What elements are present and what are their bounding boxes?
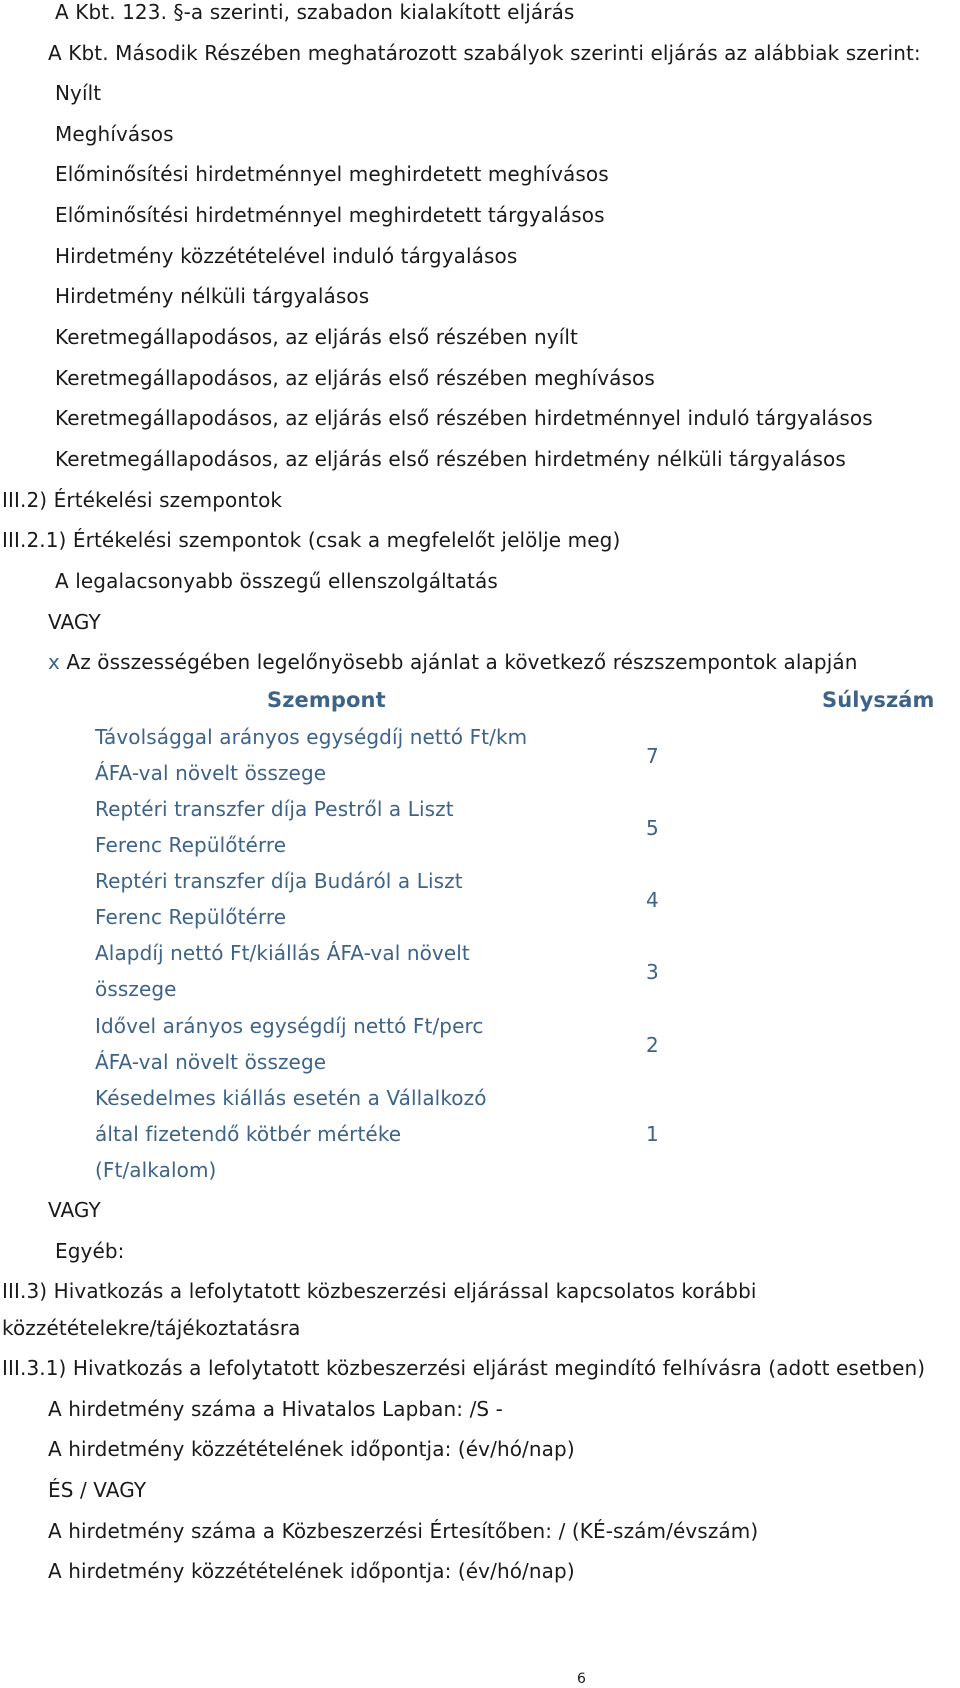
- section-iii31-subtitle: III.3.1) Hivatkozás a lefolytatott közbeszerzési eljárást megindító felhívásra (adott esetben): [2, 1356, 926, 1380]
- criterion-text: Reptéri transzfer díja Pestről a Liszt: [95, 797, 454, 821]
- kbt-second-part-option: A Kbt. Második Részében meghatározott szabályok szerinti eljárás az alábbiak szerint:: [48, 41, 921, 65]
- criterion-weight: 3: [646, 960, 659, 984]
- procedure-type: Keretmegállapodásos, az eljárás első részében meghívásos: [55, 366, 655, 390]
- section-iii3-title-cont: közzétételekre/tájékoztatásra: [2, 1316, 301, 1340]
- table-header-criterion: Szempont: [267, 688, 386, 712]
- best-offer-label: Az összességében legelőnyösebb ajánlat a következő részszempontok alapján: [66, 650, 858, 674]
- procedure-type: Keretmegállapodásos, az eljárás első részében hirdetménnyel induló tárgyalásos: [55, 406, 873, 430]
- procedure-type: Előminősítési hirdetménnyel meghirdetett meghívásos: [55, 162, 609, 186]
- procedure-type: Nyílt: [55, 81, 102, 105]
- best-offer-option: [48, 650, 858, 674]
- criterion-text: Idővel arányos egységdíj nettó Ft/perc: [95, 1014, 484, 1038]
- criterion-text: Ferenc Repülőtérre: [95, 905, 287, 929]
- section-iii3-title: III.3) Hivatkozás a lefolytatott közbeszerzési eljárással kapcsolatos korábbi: [2, 1279, 757, 1303]
- ke-notice-number: A hirdetmény száma a Közbeszerzési Értesítőben: / (KÉ-szám/évszám): [48, 1519, 759, 1543]
- criterion-text: Késedelmes kiállás esetén a Vállalkozó: [95, 1086, 487, 1110]
- selected-mark: x: [48, 650, 60, 674]
- criterion-weight: 5: [646, 816, 659, 840]
- criterion-text: Alapdíj nettó Ft/kiállás ÁFA-val növelt: [95, 941, 470, 965]
- hl-notice-date: A hirdetmény közzétételének időpontja: (év/hó/nap): [48, 1437, 575, 1461]
- criterion-weight: 1: [646, 1122, 659, 1146]
- ke-notice-date: A hirdetmény közzétételének időpontja: (év/hó/nap): [48, 1559, 575, 1583]
- procedure-type: Keretmegállapodásos, az eljárás első részében nyílt: [55, 325, 578, 349]
- hl-notice-number: A hirdetmény száma a Hivatalos Lapban: /S -: [48, 1397, 504, 1421]
- criterion-text: Reptéri transzfer díja Budáról a Liszt: [95, 869, 463, 893]
- procedure-type: Hirdetmény nélküli tárgyalásos: [55, 284, 370, 308]
- other-option: Egyéb:: [55, 1239, 125, 1263]
- criterion-text: által fizetendő kötbér mértéke: [95, 1122, 402, 1146]
- or-label: VAGY: [48, 610, 101, 634]
- table-header-weight: Súlyszám: [822, 688, 935, 712]
- lowest-price-option: A legalacsonyabb összegű ellenszolgáltatás: [55, 569, 498, 593]
- procedure-type: Előminősítési hirdetménnyel meghirdetett tárgyalásos: [55, 203, 605, 227]
- section-iii21-subtitle: III.2.1) Értékelési szempontok (csak a megfelelőt jelölje meg): [2, 528, 621, 552]
- criterion-weight: 7: [646, 744, 659, 768]
- criterion-text: összege: [95, 977, 177, 1001]
- or-label: VAGY: [48, 1198, 101, 1222]
- criterion-weight: 2: [646, 1033, 659, 1057]
- procedure-type: Meghívásos: [55, 122, 174, 146]
- criterion-text: Távolsággal arányos egységdíj nettó Ft/km: [95, 725, 528, 749]
- page-number: 6: [577, 1671, 586, 1687]
- criterion-text: Ferenc Repülőtérre: [95, 833, 287, 857]
- criterion-text: ÁFA-val növelt összege: [95, 1050, 327, 1074]
- section-iii2-title: III.2) Értékelési szempontok: [2, 488, 283, 512]
- criterion-weight: 4: [646, 888, 659, 912]
- criterion-text: ÁFA-val növelt összege: [95, 761, 327, 785]
- procedure-type: Hirdetmény közzétételével induló tárgyalásos: [55, 244, 518, 268]
- and-or-label: ÉS / VAGY: [48, 1478, 147, 1502]
- criterion-text: (Ft/alkalom): [95, 1158, 217, 1182]
- kbt-123-option: A Kbt. 123. §-a szerinti, szabadon kialakított eljárás: [55, 0, 575, 24]
- procedure-type: Keretmegállapodásos, az eljárás első részében hirdetmény nélküli tárgyalásos: [55, 447, 846, 471]
